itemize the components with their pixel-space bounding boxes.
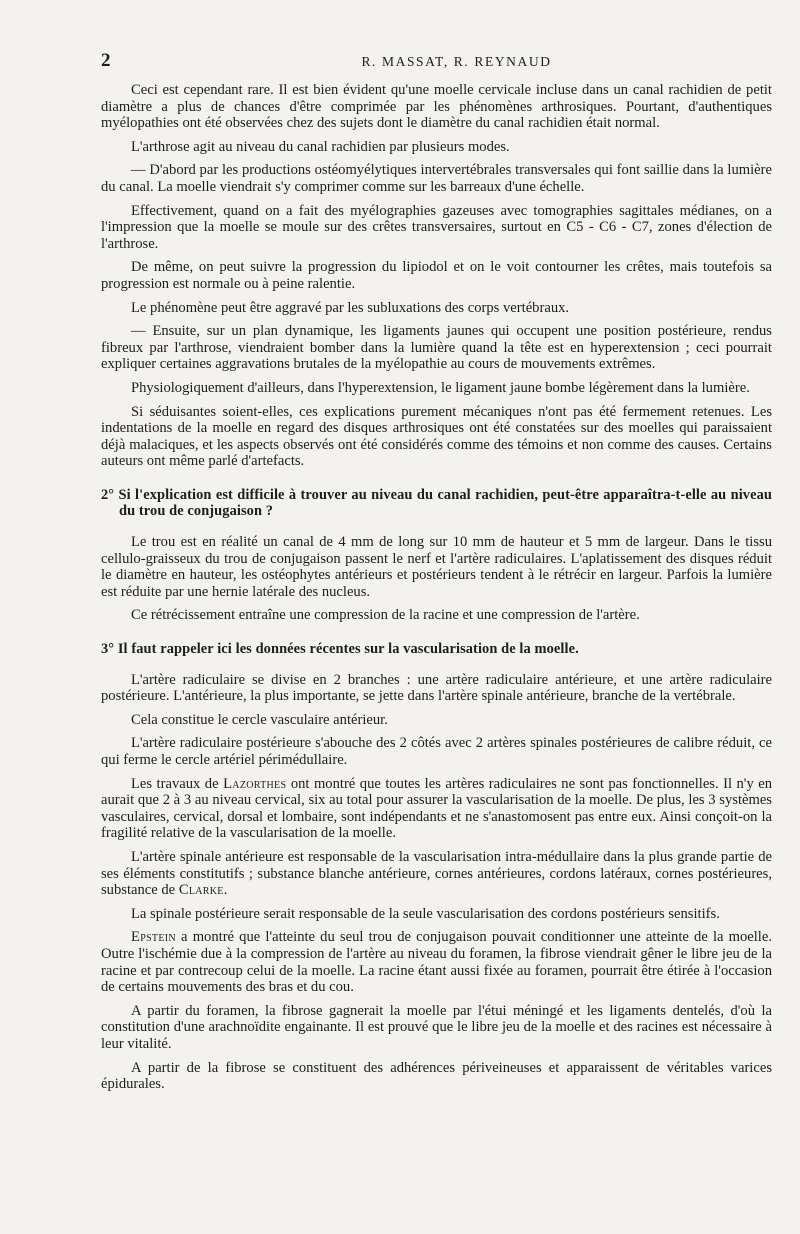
paragraph: Cela constitue le cercle vasculaire antérieur.	[131, 711, 388, 728]
paragraph: Effectivement, quand on a fait des myélographies gazeuses avec tomographies sagittales médianes, on a l'impression que la moelle se moule sur des crêtes transversaires, surtout en C5 - C6 - C7, zones d'élection de l'arthrose.	[101, 202, 772, 252]
paragraph-text: a montré que l'atteinte du seul trou de conjugaison pouvait conditionner une atteinte de la moelle. Outre l'ischémie due à la compression de l'artère au niveau du foramen, la fibrose viendrait gêner le libre jeu de la racine et par contrecoup celui de la moelle. La racine étant aussi fixée au foramen, pourrait être étirée à l'occasion de certains mouvements des bras et du cou.	[101, 929, 772, 996]
author-name: Lazorthes	[223, 775, 287, 792]
running-head: R. MASSAT, R. REYNAUD	[361, 54, 552, 69]
paragraph: L'arthrose agit au niveau du canal rachidien par plusieurs modes.	[131, 138, 510, 155]
paragraph: La spinale postérieure serait responsable de la seule vascularisation des cordons postérieurs sensitifs.	[131, 905, 720, 922]
author-name: Epstein	[131, 929, 176, 946]
paragraph-text: ont montré que toutes les artères radiculaires ne sont pas fonctionnelles. Il n'y en aurait que 2 à 3 au niveau cervical, six au total pour assurer la vascularisation de la moelle. De plus, les 3 systèmes vasculaires, cervical, dorsal et lombaire, sont indépendants et ne s'anastomosent pas entre eux. Ainsi conçoit-on la fragilité relative de la vascularisation de la moelle.	[101, 775, 772, 842]
paragraph: L'artère radiculaire postérieure s'abouche des 2 côtés avec 2 artères spinales postérieures de calibre réduit, ce qui ferme le cercle artériel périmédullaire.	[101, 735, 772, 768]
body-text	[101, 82, 772, 1093]
paragraph: — Ensuite, sur un plan dynamique, les ligaments jaunes qui occupent une position postérieure, rendus fibreux par l'arthrose, viendraient bomber dans la lumière quand la tête est en hyperextension ; ceci pourrait expliquer certaines aggravations brutales de la myélopathie au cours de mouvements extrêmes.	[101, 323, 772, 373]
paragraph	[101, 929, 772, 995]
page-number: 2	[101, 50, 111, 71]
paragraph: Ceci est cependant rare. Il est bien évident qu'une moelle cervicale incluse dans un canal rachidien de petit diamètre a plus de chances d'être comprimée par les phénomènes arthrosiques. Pourtant, d'authentiques myélopathies ont été observées chez des sujets dont le diamètre du canal rachidien était normal.	[101, 82, 772, 132]
paragraph	[101, 849, 772, 899]
paragraph: A partir du foramen, la fibrose gagnerait la moelle par l'étui méningé et les ligaments dentelés, d'où la constitution d'une arachnoïdite engainante. Il est prouvé que le libre jeu de la moelle et des racines est nécessaire à leur vitalité.	[101, 1002, 772, 1052]
author-name: Clarke	[178, 882, 224, 899]
section-heading-3: 3° Il faut rappeler ici les données récentes sur la vascularisation de la moelle.	[101, 641, 579, 658]
paragraph: Physiologiquement d'ailleurs, dans l'hyperextension, le ligament jaune bombe légèrement dans la lumière.	[131, 379, 750, 396]
paragraph-text: L'artère spinale antérieure est responsable de la vascularisation intra-médullaire dans la plus grande partie de ses éléments constitutifs ; substance blanche antérieure, cornes antérieures, cordons latéraux, cornes postérieures, substance de	[101, 848, 772, 899]
paragraph: Ce rétrécissement entraîne une compression de la racine et une compression de l'artère.	[131, 607, 640, 624]
paragraph: — D'abord par les productions ostéomyélytiques intervertébrales transversales qui font saillie dans la lumière du canal. La moelle viendrait s'y comprimer comme sur les barreaux d'une échelle.	[101, 162, 772, 195]
page-header	[101, 50, 772, 82]
paragraph: Si séduisantes soient-elles, ces explications purement mécaniques n'ont pas été fermement retenues. Les indentations de la moelle en regard des disques arthrosiques ont été constatées sur des moelles qui paraissaient déjà malaciques, et les aspects observés ont été considérés comme des témoins et non comme des causes. Certains auteurs ont même parlé d'artefacts.	[101, 403, 772, 470]
paragraph	[101, 776, 772, 842]
paragraph: De même, on peut suivre la progression du lipiodol et on le voit contourner les crêtes, mais toutefois sa progression est normale ou à peine ralentie.	[101, 259, 772, 292]
paragraph: Le trou est en réalité un canal de 4 mm de long sur 10 mm de hauteur et 5 mm de largeur. Dans le tissu cellulo-graisseux du trou de conjugaison passent le nerf et l'artère radiculaires. L'aplatissement des disques réduit le diamètre en hauteur, les ostéophytes antérieurs et postérieurs tendent à le rétrécir en largeur. Parfois la lumière est réduite par une hernie latérale des nucleus.	[101, 534, 772, 600]
paragraph: L'artère radiculaire se divise en 2 branches : une artère radiculaire antérieure, et une artère radiculaire postérieure. L'antérieure, la plus importante, se jette dans l'artère spinale antérieure, branche de la vertébrale.	[101, 671, 772, 705]
paragraph-text: Les travaux de	[131, 775, 224, 792]
paragraph: A partir de la fibrose se constituent des adhérences périveineuses et apparaissent de véritables varices épidurales.	[101, 1059, 772, 1093]
section-heading-2: 2° Si l'explication est difficile à trouver au niveau du canal rachidien, peut-être apparaîtra-t-elle au niveau du trou de conjugaison ?	[101, 486, 772, 520]
paragraph-text: .	[223, 882, 228, 899]
paragraph: Le phénomène peut être aggravé par les subluxations des corps vertébraux.	[131, 299, 570, 316]
